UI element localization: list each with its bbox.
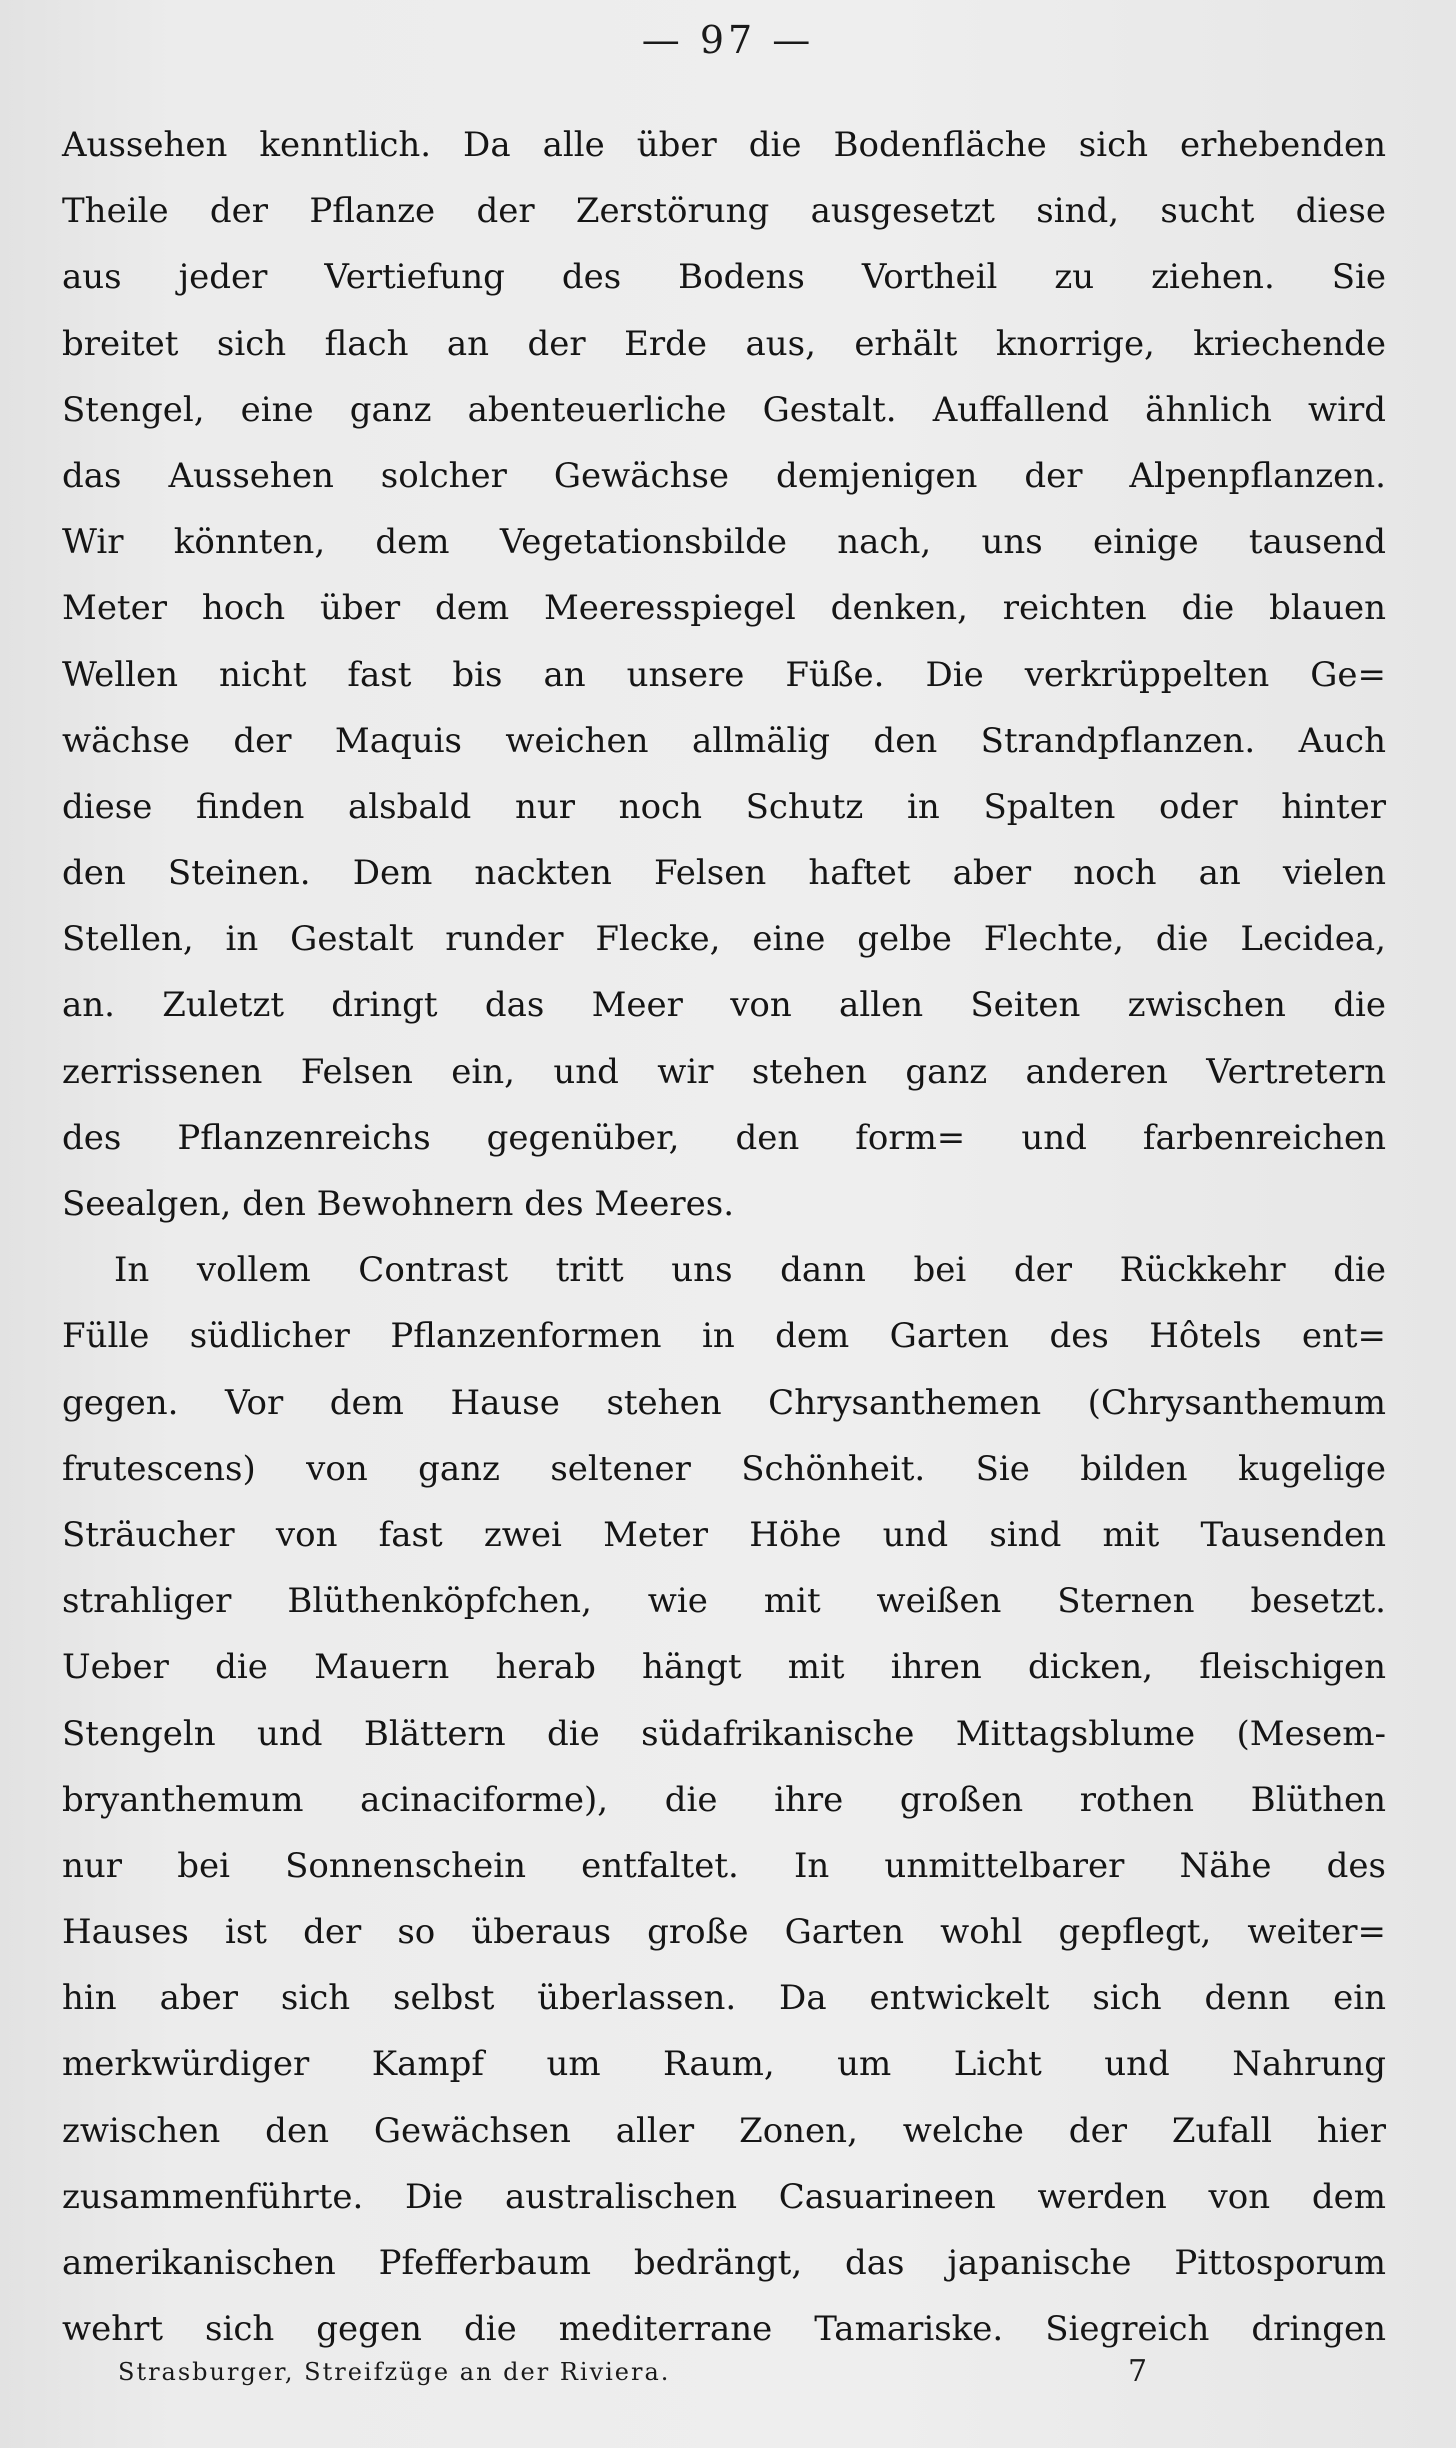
text-line: bryanthemum acinaciforme), die ihre großen rothen Blüthen — [62, 1779, 1386, 1820]
text-line: Fülle südlicher Pflanzenformen in dem Garten des Hôtels ent= — [62, 1316, 1386, 1357]
text-line: zusammenführte. Die australischen Casuarineen werden von dem — [62, 2176, 1386, 2217]
text-line: frutescens) von ganz seltener Schönheit. Sie bilden kugelige — [62, 1448, 1386, 1489]
text-line: Stengeln und Blättern die südafrikanische Mittagsblume (Mesem- — [62, 1713, 1386, 1754]
page-number: — 97 — — [641, 18, 815, 62]
text-line: Theile der Pflanze der Zerstörung ausgesetzt sind, sucht diese — [62, 191, 1386, 232]
text-line: Aussehen kenntlich. Da alle über die Bodenfläche sich erhebenden — [62, 125, 1386, 165]
text-line: hin aber sich selbst überlassen. Da entwickelt sich denn ein — [62, 1978, 1386, 2019]
text-line: strahliger Blüthenköpfchen, wie mit weißen Sternen besetzt. — [62, 1581, 1386, 1622]
text-line: gegen. Vor dem Hause stehen Chrysanthemen (Chrysanthemum — [62, 1382, 1386, 1423]
text-line: an. Zuletzt dringt das Meer von allen Seiten zwischen die — [62, 985, 1386, 1026]
footer-title: Strasburger, Streifzüge an der Riviera. — [118, 2358, 671, 2386]
signature-mark: 7 — [1128, 2354, 1148, 2389]
text-line: Wellen nicht fast bis an unsere Füße. Die verkrüppelten Ge= — [62, 654, 1386, 695]
text-line: zwischen den Gewächsen aller Zonen, welche der Zufall hier — [62, 2110, 1386, 2151]
text-line: wächse der Maquis weichen allmälig den Strandpflanzen. Auch — [62, 720, 1386, 761]
text-line: merkwürdiger Kampf um Raum, um Licht und Nahrung — [62, 2044, 1386, 2085]
text-line: Meter hoch über dem Meeresspiegel denken, reichten die blauen — [62, 588, 1386, 629]
text-line: Wir könnten, dem Vegetationsbilde nach, uns einige tausend — [62, 522, 1386, 563]
text-line: Hauses ist der so überaus große Garten wohl gepflegt, weiter= — [62, 1912, 1386, 1953]
text-line: breitet sich flach an der Erde aus, erhält knorrige, kriechende — [62, 323, 1386, 364]
paragraph-end-line: Seealgen, den Bewohnern des Meeres. — [62, 1184, 735, 1224]
text-line: Stellen, in Gestalt runder Flecke, eine gelbe Flechte, die Lecidea, — [62, 919, 1386, 960]
text-line: des Pflanzenreichs gegenüber, den form= und farbenreichen — [62, 1117, 1386, 1158]
text-line: zerrissenen Felsen ein, und wir stehen ganz anderen Vertretern — [62, 1051, 1386, 1092]
page-body — [62, 112, 1386, 2362]
text-line: das Aussehen solcher Gewächse demjenigen der Alpenpflanzen. — [62, 455, 1386, 496]
text-line: aus jeder Vertiefung des Bodens Vortheil zu ziehen. Sie — [62, 257, 1386, 298]
text-line: nur bei Sonnenschein entfaltet. In unmittelbarer Nähe des — [62, 1845, 1386, 1886]
text-line: amerikanischen Pfefferbaum bedrängt, das japanische Pittosporum — [62, 2243, 1386, 2283]
page-footer — [118, 2354, 1218, 2389]
text-line: diese finden alsbald nur noch Schutz in Spalten oder hinter — [62, 786, 1386, 827]
text-line: den Steinen. Dem nackten Felsen haftet aber noch an vielen — [62, 853, 1386, 894]
text-line: wehrt sich gegen die mediterrane Tamariske. Siegreich dringen — [62, 2309, 1386, 2350]
text-line: Ueber die Mauern herab hängt mit ihren dicken, fleischigen — [62, 1647, 1386, 1688]
text-line: Stengel, eine ganz abenteuerliche Gestalt. Auffallend ähnlich wird — [62, 389, 1386, 430]
paragraph-start-line: In vollem Contrast tritt uns dann bei der Rückkehr die — [114, 1250, 1386, 1291]
text-line: Sträucher von fast zwei Meter Höhe und sind mit Tausenden — [62, 1514, 1386, 1555]
